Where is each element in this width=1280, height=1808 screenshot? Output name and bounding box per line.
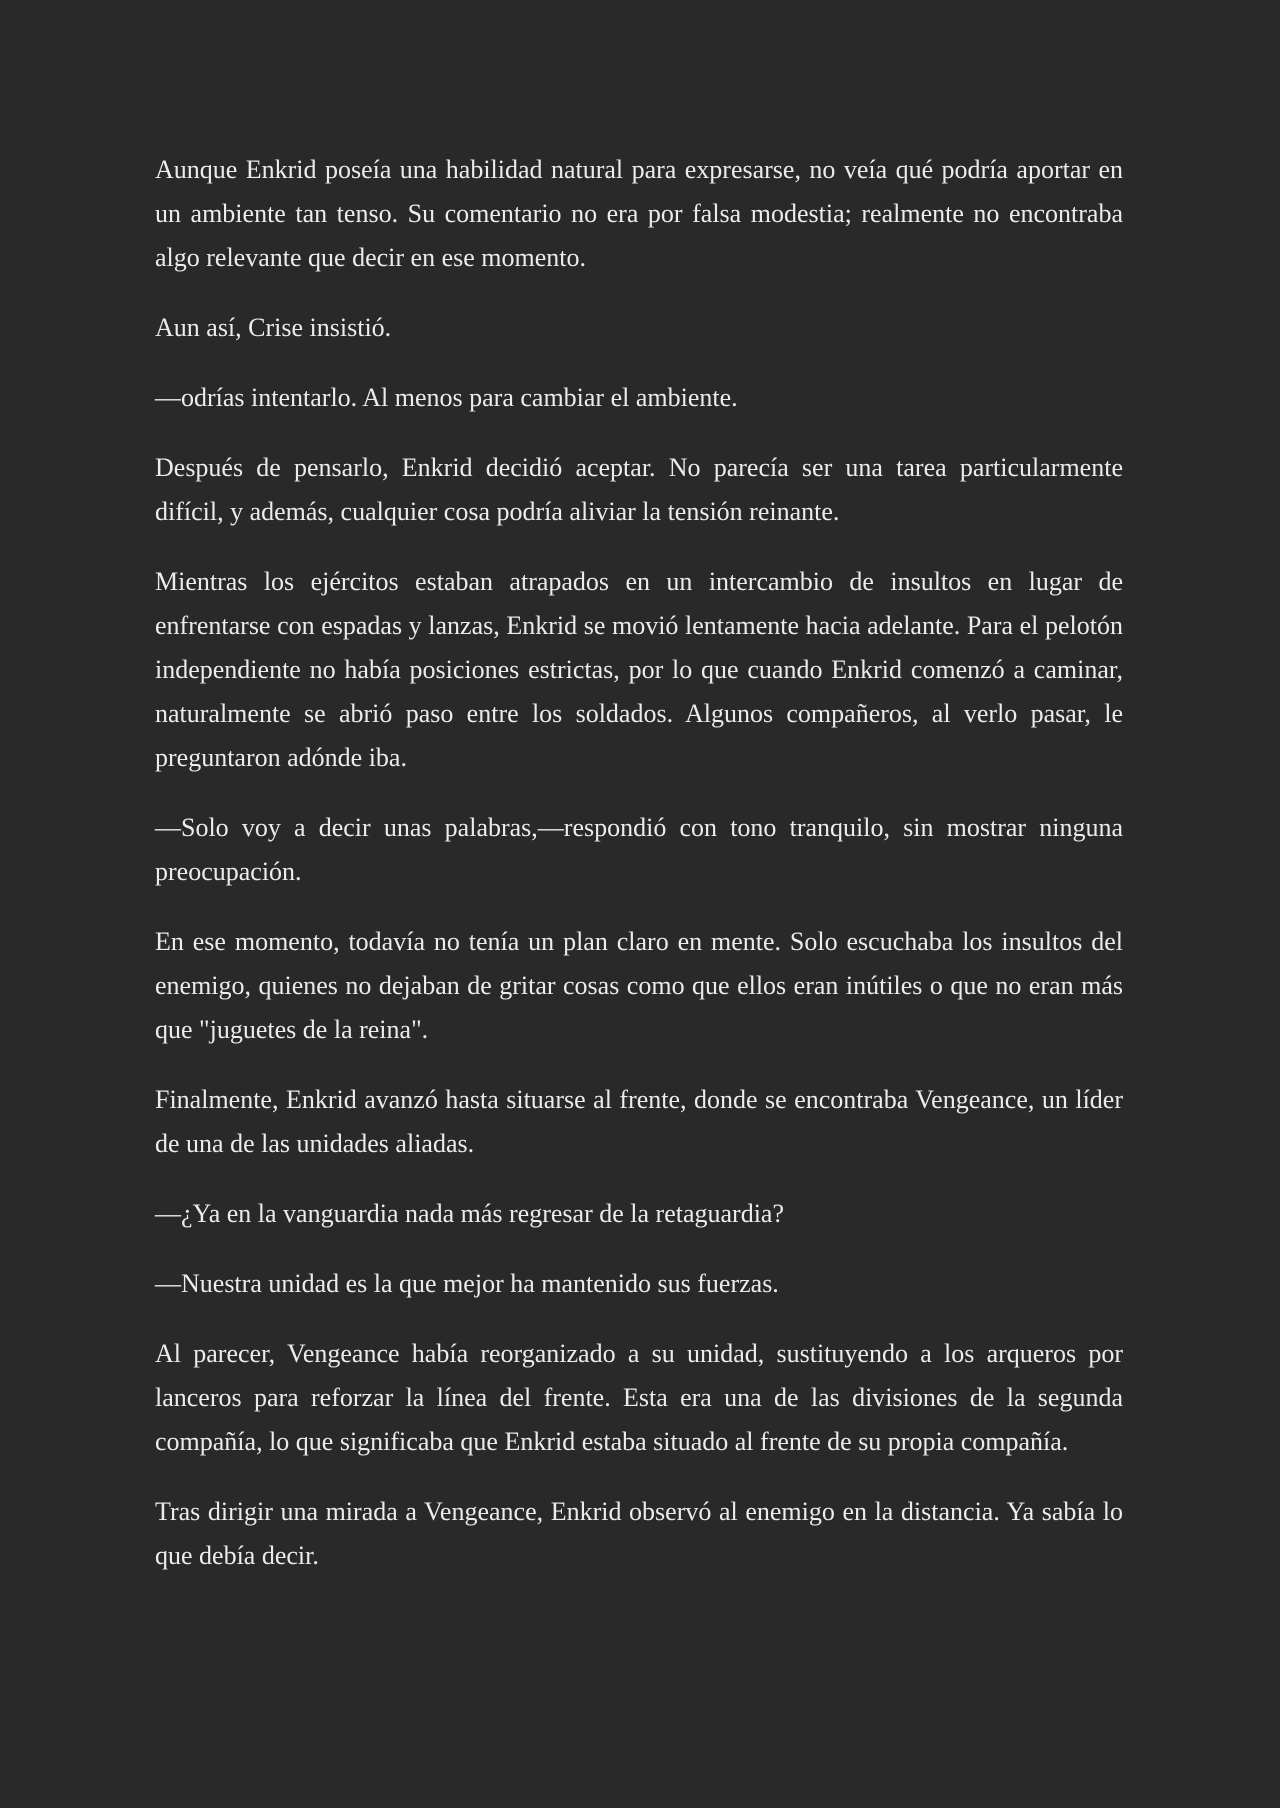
- paragraph: —Nuestra unidad es la que mejor ha mantenido sus fuerzas.: [155, 1269, 779, 1298]
- paragraph: Tras dirigir una mirada a Vengeance, Enkrid observó al enemigo en la distancia. Ya sabía lo que debía decir.: [155, 1497, 1123, 1570]
- paragraph: —¿Ya en la vanguardia nada más regresar de la retaguardia?: [155, 1199, 785, 1228]
- paragraph: En ese momento, todavía no tenía un plan claro en mente. Solo escuchaba los insultos del enemigo, quienes no dejaban de gritar cosas como que ellos eran inútiles o que no eran más que "juguetes de la reina".: [155, 927, 1123, 1044]
- paragraph: Aun así, Crise insistió.: [155, 313, 392, 342]
- paragraph: Aunque Enkrid poseía una habilidad natural para expresarse, no veía qué podría aportar en un ambiente tan tenso. Su comentario no era por falsa modestia; realmente no encontraba algo relevante que decir en ese momento.: [155, 155, 1123, 272]
- chapter-text: [155, 148, 1123, 1604]
- paragraph: Al parecer, Vengeance había reorganizado a su unidad, sustituyendo a los arqueros por lanceros para reforzar la línea del frente. Esta era una de las divisiones de la segunda compañía, lo que significaba que Enkrid estaba situado al frente de su propia compañía.: [155, 1339, 1123, 1456]
- paragraph: Después de pensarlo, Enkrid decidió aceptar. No parecía ser una tarea particularmente difícil, y además, cualquier cosa podría aliviar la tensión reinante.: [155, 453, 1123, 526]
- paragraph: Mientras los ejércitos estaban atrapados en un intercambio de insultos en lugar de enfrentarse con espadas y lanzas, Enkrid se movió lentamente hacia adelante. Para el pelotón independiente no había posiciones estrictas, por lo que cuando Enkrid comenzó a caminar, naturalmente se abrió paso entre los soldados. Algunos compañeros, al verlo pasar, le preguntaron adónde iba.: [155, 567, 1123, 772]
- paragraph: —Solo voy a decir unas palabras,—respondió con tono tranquilo, sin mostrar ninguna preocupación.: [155, 813, 1123, 886]
- paragraph: —odrías intentarlo. Al menos para cambiar el ambiente.: [155, 383, 738, 412]
- paragraph: Finalmente, Enkrid avanzó hasta situarse al frente, donde se encontraba Vengeance, un líder de una de las unidades aliadas.: [155, 1085, 1123, 1158]
